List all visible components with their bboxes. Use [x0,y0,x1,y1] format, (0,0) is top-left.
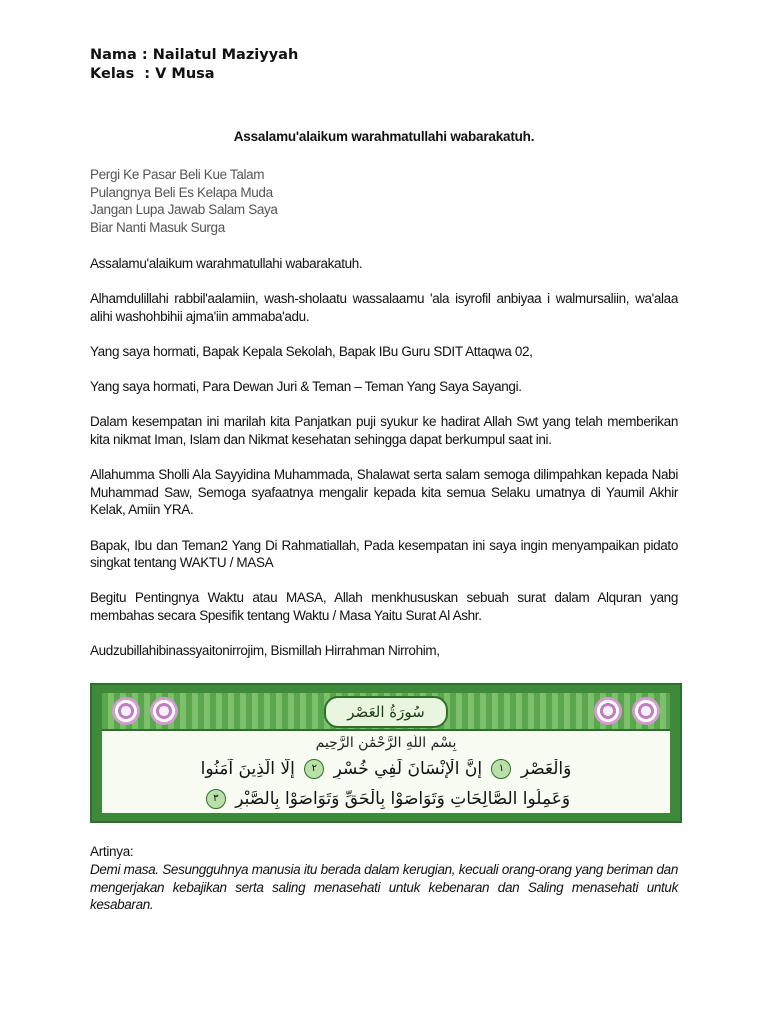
ayah-text: وَعَمِلُوا الصَّالِحَاتِ وَتَوَاصَوْا بِالْحَقِّ وَتَوَاصَوْا بِالصَّبْرِ [235,789,571,809]
ayah-number-badge: ٢ [304,759,324,779]
surah-title: سُورَةُ العَصْر [324,696,448,728]
ayah-text: إِلَّا الَّذِينَ آمَنُوا [200,759,295,779]
pantun-line: Pergi Ke Pasar Beli Kue Talam [90,167,265,182]
basmala: بِسْمِ اللَّهِ الرَّحْمَٰنِ الرَّحِيمِ [315,735,457,751]
pantun-line: Jangan Lupa Jawab Salam Saya [90,202,278,218]
ayah-line-1 [108,759,664,779]
paragraph-taawudz: Audzubillahibinassyaitonirrojim, Bismillah Hirrahman Nirrohim, [90,643,440,659]
pantun-verse [90,166,278,236]
rosette-ornament-icon [150,697,178,725]
student-header [90,46,298,84]
paragraph-topic: Bapak, Ibu dan Teman2 Yang Di Rahmatiallah, Pada kesempatan ini saya ingin menyampaikan pidato singkat tentang WAKTU / MASA [90,537,678,571]
greeting-title: Assalamu'alaikum warahmatullahi wabarakatuh. [233,129,535,144]
pantun-line: Pulangnya Beli Es Kelapa Muda [90,184,273,200]
pantun-line: Biar Nanti Masuk Surga [90,219,225,235]
translation-text: Demi masa. Sesungguhnya manusia itu berada dalam kerugian, kecuali orang-orang yang beriman dan mengerjakan kebajikan serta saling menasehati untuk kebenaran dan Saling menasehati untuk kesabaran. [90,862,678,913]
paragraph-importance: Begitu Pentingnya Waktu atau MASA, Allah menkhususkan sebuah surat dalam Alquran yang membahas secara Spesifik tentang Waktu / Masa Yaitu Surat Al Ashr. [90,590,678,623]
paragraph-respect-teachers: Yang saya hormati, Bapak Kepala Sekolah, Bapak IBu Guru SDIT Attaqwa 02, [90,343,533,359]
speech-body [90,255,678,677]
rosette-ornament-icon [112,697,140,725]
surah-panel [102,693,670,813]
ornament-band [102,693,670,731]
paragraph-opening: Alhamdulillahi rabbil'aalamiin, wash-sholaatu wassalaamu 'ala isyrofil anbiyaa i walmursaliin, wa'alaa alihi washohbihii ajma'iin ammaba'adu. [90,291,678,324]
ayah-text: وَالْعَصْرِ [520,759,572,779]
rosette-ornament-icon [632,697,660,725]
rosette-ornament-icon [594,697,622,725]
paragraph-gratitude: Dalam kesempatan ini marilah kita Panjatkan puji syukur ke hadirat Allah Swt yang telah memberikan kita nikmat Iman, Islam dan Nikmat kesehatan sehingga dapat berkumpul saat ini. [90,414,678,447]
student-name: Nama : Nailatul Maziyyah [90,47,299,63]
paragraph-respect-jury: Yang saya hormati, Para Dewan Juri & Teman – Teman Yang Saya Sayangi. [90,379,522,395]
ayah-text: إِنَّ الْإِنْسَانَ لَفِي خُسْرٍ [333,759,483,779]
surah-al-asr-image [90,683,682,823]
paragraph-greeting: Assalamu'alaikum warahmatullahi wabarakatuh. [90,256,363,271]
ayah-number-badge: ٣ [206,789,226,809]
paragraph-shalawat: Allahumma Sholli Ala Sayyidina Muhammada, Shalawat serta salam semoga dilimpahkan kepada Nabi Muhammad Saw, Semoga syafaatnya mengalir kepada kita semua Selaku umatnya di Yaumil Akhir Kelak, Amiin YRA. [90,467,678,518]
ayah-number-badge: ١ [491,759,511,779]
translation-label: Artinya: [90,844,134,859]
student-class: Kelas : V Musa [90,66,215,82]
ayah-line-2 [108,789,664,809]
